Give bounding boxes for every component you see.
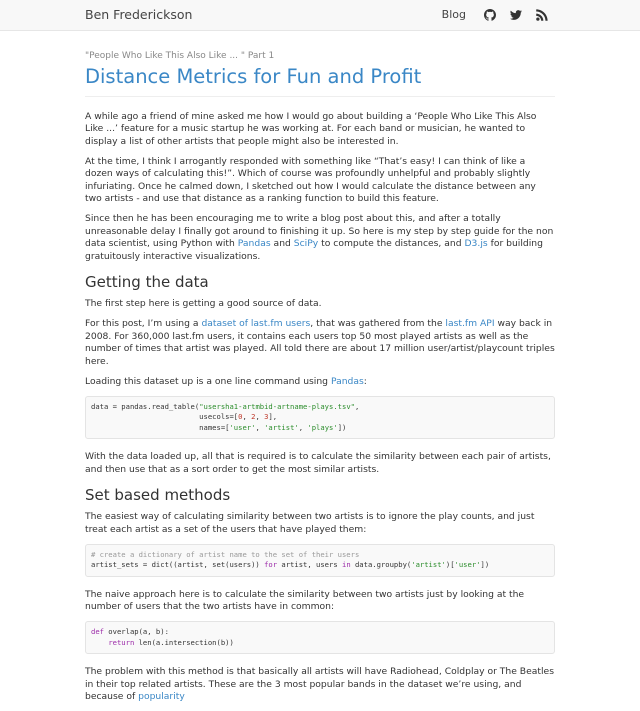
paragraph-naive: The naive approach here is to calculate the similarity between two artists just by looking at the number of users that the two artists have in common:: [85, 588, 525, 612]
code-number: 0: [238, 412, 243, 421]
d3js-link[interactable]: D3.js: [464, 238, 488, 249]
code-text: data = pandas.read_table(: [91, 401, 200, 411]
code-text: ,: [354, 401, 360, 411]
series-label: "People Who Like This Also Like ... " Part 1: [85, 51, 275, 61]
text-span: Since then he has been encouraging me to write a blog post about this, and after a totally unreasonable delay I finally got around to finishing it up. So here is my step by step guide for the non data scientist, using Python with: [85, 213, 554, 249]
github-icon[interactable]: [484, 9, 496, 21]
site-brand-link[interactable]: Ben Frederickson: [85, 7, 193, 22]
text-span: for building gratuitously interactive visualizations.: [85, 238, 543, 262]
pandas-link-2[interactable]: Pandas: [330, 375, 364, 387]
paragraph-intro: A while ago a friend of mine asked me how I would go about building a ‘People Who Like This Also Like ...’ feature for a music startup he was working at. For each band or musician, he wanted to display a list of other artists that people might also be interested in.: [85, 110, 537, 147]
lastfm-api-link[interactable]: last.fm API: [445, 318, 495, 329]
code-text: ,: [255, 422, 265, 432]
text-span: and: [270, 238, 294, 249]
paragraph-problem: [85, 666, 555, 704]
code-line: [91, 560, 549, 571]
lastfm-dataset-link[interactable]: dataset of last.fm users: [201, 318, 311, 329]
text-span: The problem with this method is that basically all artists will have Radiohead, Coldplay or The Beatles in their top related artists. These are the 3 most popular bands in the dataset we’re using, and because of: [85, 666, 554, 702]
text-span: For this post, I’m using a: [85, 318, 202, 329]
text-span: way back in 2008. For 360,000 last.fm users, it contains each users top 50 most played artists as well as the number of times that artist was played. All told there are about 17 million user/artist/playcount triples here.: [85, 318, 555, 367]
code-text: artist, users: [277, 560, 342, 569]
heading-getting-data: Getting the data: [85, 273, 209, 291]
code-text: len(a.intersection(b)): [134, 637, 234, 647]
pandas-link[interactable]: Pandas: [237, 238, 271, 249]
code-text: overlap(a, b):: [103, 627, 169, 636]
post-title: Distance Metrics for Fun and Profit: [85, 64, 422, 88]
code-text: ,: [298, 422, 308, 432]
popularity-link[interactable]: popularity: [138, 691, 185, 702]
code-text: )[: [445, 560, 455, 569]
code-number: 3: [264, 412, 269, 421]
post-content: [85, 50, 555, 711]
code-number: 2: [251, 412, 256, 421]
code-text: ,: [242, 412, 252, 421]
code-line: [91, 423, 549, 434]
code-comment: # create a dictionary of artist name to the set of their users: [91, 549, 360, 559]
paragraph-loading: [85, 376, 555, 389]
code-block-load: [85, 396, 555, 440]
code-text: ]): [337, 422, 347, 432]
paragraph-dataset: [85, 318, 555, 368]
code-string: 'user': [229, 422, 256, 432]
code-text: ],: [268, 412, 278, 421]
code-string: "usersha1-artmbid-artname-plays.tsv": [199, 401, 355, 411]
twitter-icon[interactable]: [510, 9, 522, 21]
nav-links: [442, 8, 548, 21]
code-text: names=[: [91, 422, 230, 432]
code-line: [91, 412, 549, 423]
heading-set-methods: Set based methods: [85, 486, 231, 504]
code-text: ,: [255, 412, 265, 421]
code-keyword: for: [264, 560, 278, 569]
scipy-link[interactable]: SciPy: [293, 238, 319, 249]
top-navbar: [0, 0, 640, 31]
code-line: [91, 627, 549, 638]
rss-icon[interactable]: [536, 9, 548, 21]
code-string: 'artist': [264, 422, 299, 432]
code-block-overlap: [85, 621, 555, 654]
code-string: 'user': [454, 560, 481, 569]
paragraph-easiest: The easiest way of calculating similarity between two artists is to ignore the play counts, and just treat each artist as a set of the users that have played them:: [85, 511, 535, 535]
text-span: Loading this dataset up is a one line command using: [85, 375, 331, 387]
code-keyword: def: [91, 627, 104, 636]
code-line: [91, 402, 549, 413]
code-line: [91, 638, 549, 649]
nav-blog-link[interactable]: Blog: [441, 8, 466, 21]
code-text: ]): [480, 560, 490, 569]
paragraph-first-step: The first step here is getting a good source of data.: [85, 298, 322, 309]
code-text: usecols=[: [91, 412, 239, 421]
code-text: data.groupby(: [350, 560, 412, 569]
title-divider: [85, 96, 555, 97]
code-string: 'plays': [307, 422, 338, 432]
code-indent: [91, 638, 108, 647]
text-span: :: [363, 375, 367, 387]
code-block-sets: [85, 544, 555, 577]
paragraph-response: At the time, I think I arrogantly responded with something like “That’s easy! I can think of like a dozen ways of calculating this!”. Which of course was profoundly unhelpful and probably slightly infuriating. Once he calmed down, I sketched out how I would calculate the distance between any two artists - and use that distance as a ranking function to build this feature.: [85, 155, 536, 204]
text-span: to compute the distances, and: [318, 238, 465, 249]
paragraph-guide: [85, 213, 555, 263]
code-string: 'artist': [411, 560, 446, 569]
code-keyword: return: [108, 637, 135, 647]
code-keyword: in: [342, 560, 351, 569]
text-span: , that was gathered from the: [310, 318, 446, 329]
paragraph-similarity: With the data loaded up, all that is required is to calculate the similarity between each pair of artists, and then use that as a sort order to get the most similar artists.: [85, 451, 551, 475]
code-text: artist_sets = dict((artist, set(users)): [91, 560, 265, 569]
